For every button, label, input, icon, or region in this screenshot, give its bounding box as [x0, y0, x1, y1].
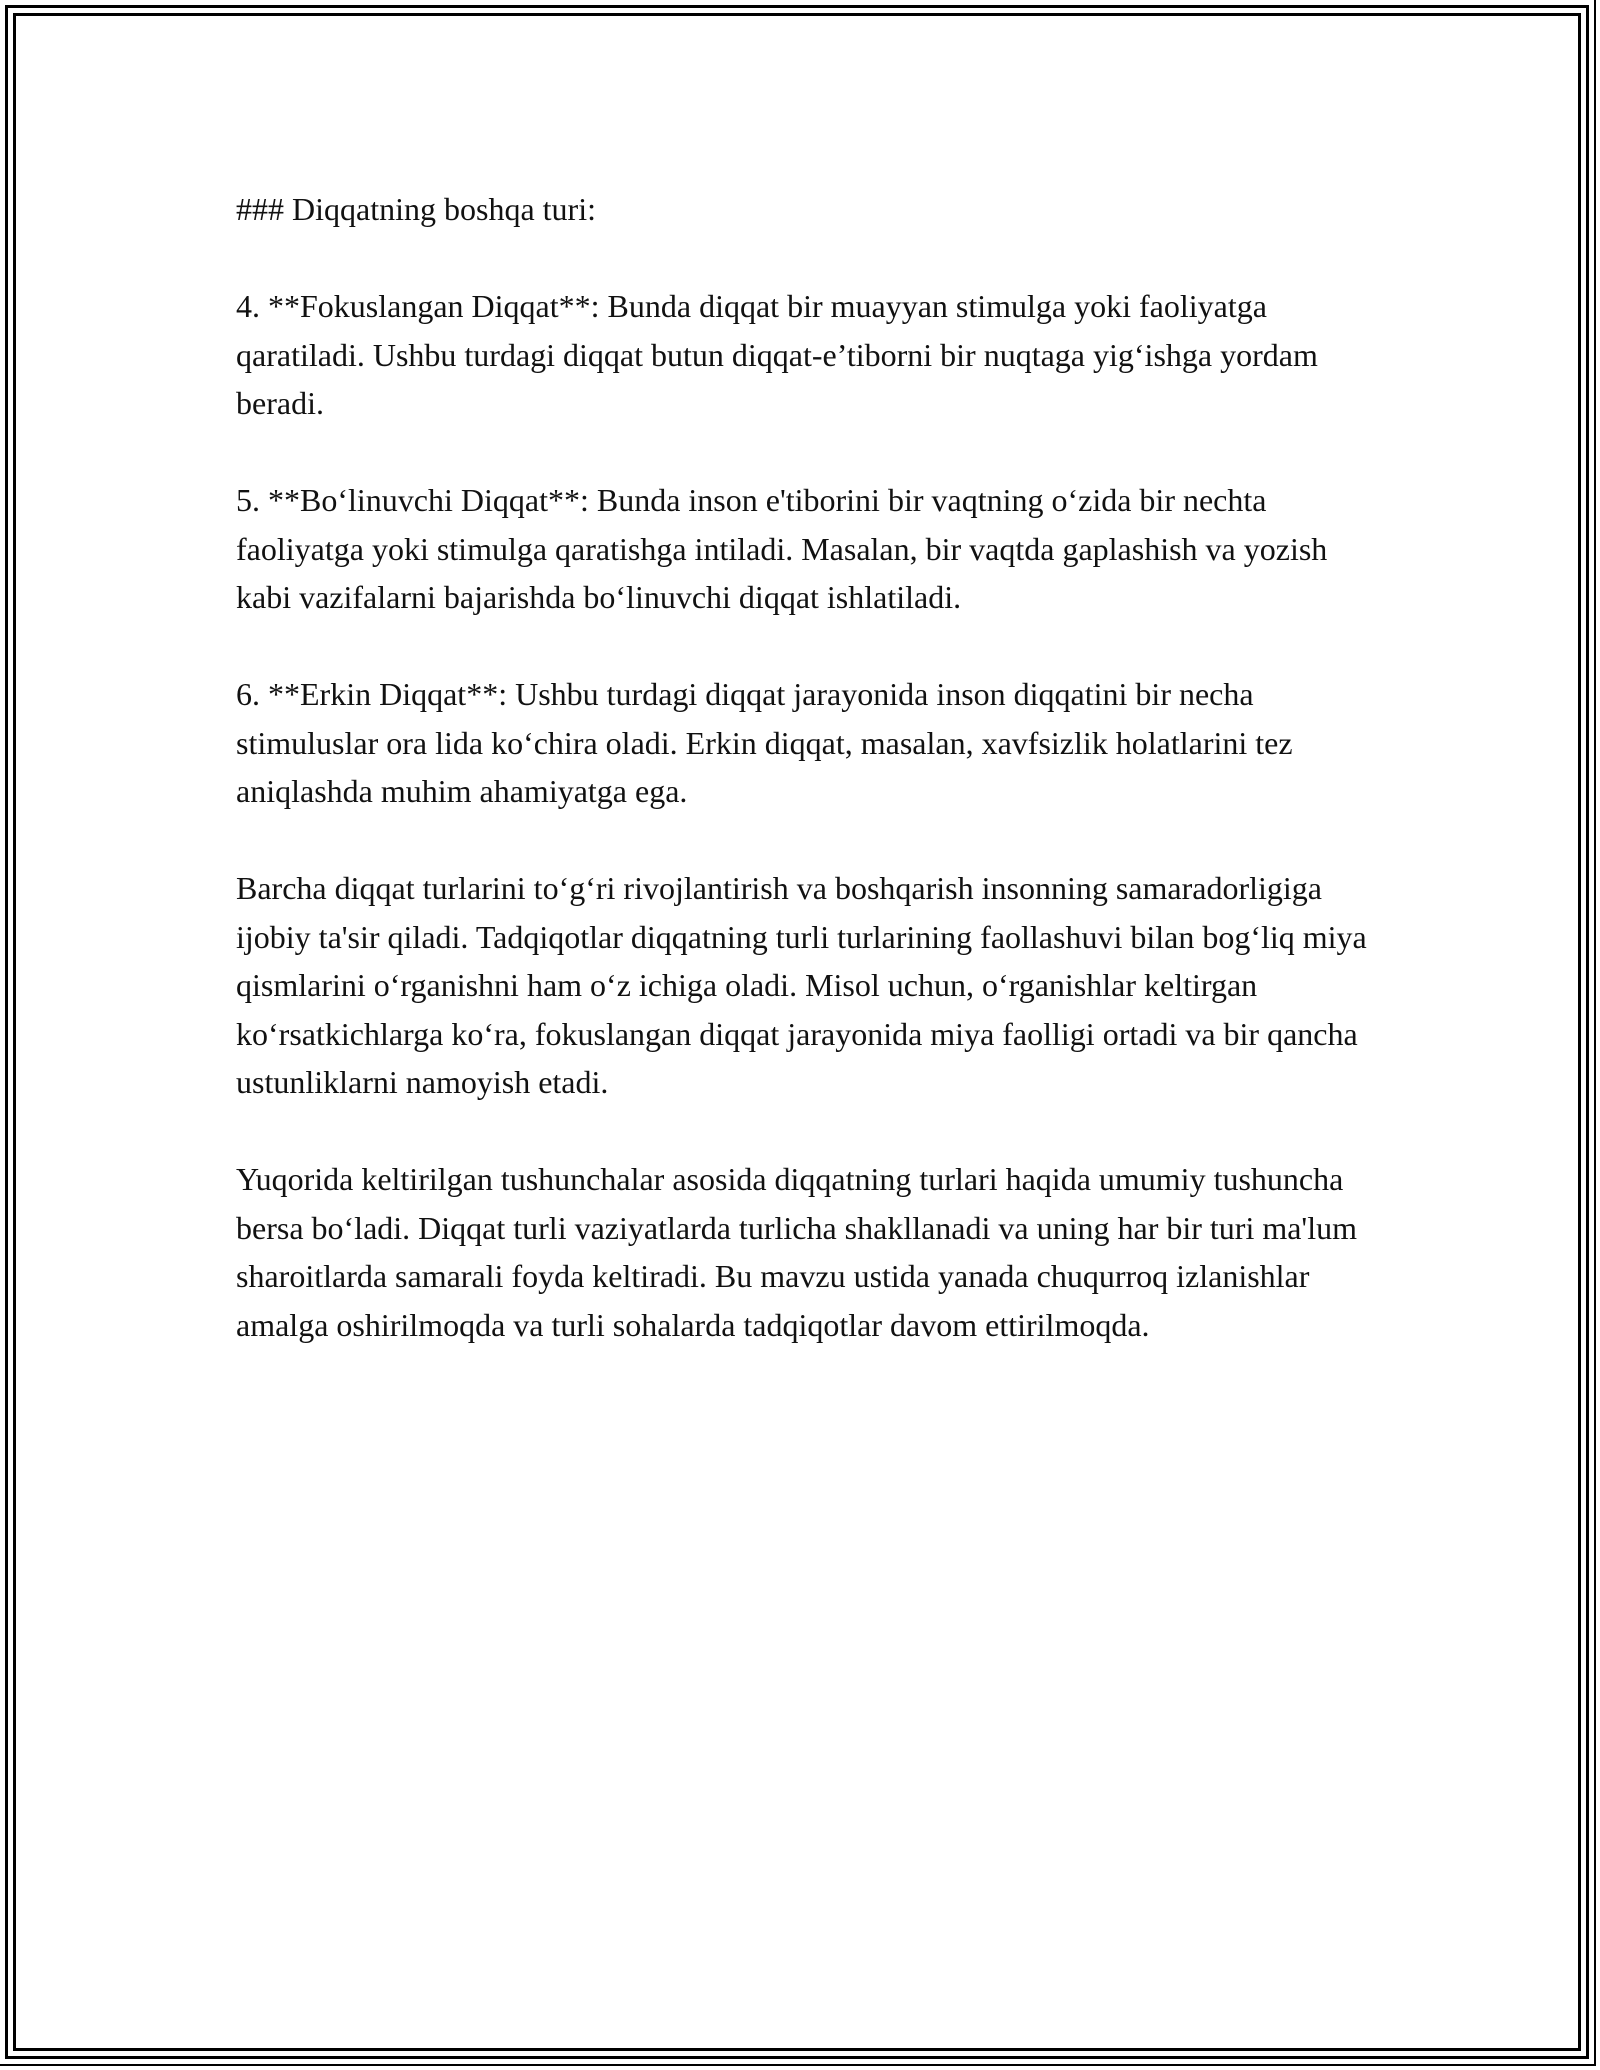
paragraph-divided-attention: 5. **Bo‘linuvchi Diqqat**: Bunda inson e'tiborini bir vaqtning o‘zida bir nechta faoliyatga yoki stimulga qaratishga intiladi. Masalan, bir vaqtda gaplashish va yozish kabi vazifalarni bajarishda bo‘linuvchi diqqat ishlatiladi. [236, 482, 1328, 615]
section-heading: ### Diqqatning boshqa turi: [236, 191, 596, 227]
paragraph-conclusion: Yuqorida keltirilgan tushunchalar asosida diqqatning turlari haqida umumiy tushuncha bersa bo‘ladi. Diqqat turli vaziyatlarda turlicha shakllanadi va uning har bir turi ma'lum sharoitlarda samarali foyda keltiradi. Bu mavzu ustida yanada chuqurroq izlanishlar amalga oshirilmoqda va turli sohalarda tadqiqotlar davom ettirilmoqda. [236, 1161, 1357, 1343]
paragraph-free-attention: 6. **Erkin Diqqat**: Ushbu turdagi diqqat jarayonida inson diqqatini bir necha stimuluslar ora lida ko‘chira oladi. Erkin diqqat, masalan, xavfsizlik holatlarini tez aniqlashda muhim ahamiyatga ega. [236, 676, 1293, 809]
paragraph-focused-attention: 4. **Fokuslangan Diqqat**: Bunda diqqat bir muayyan stimulga yoki faoliyatga qaratiladi. Ushbu turdagi diqqat butun diqqat-e’tiborni bir nuqtaga yig‘ishga yordam beradi. [236, 288, 1318, 421]
document-body [236, 185, 1386, 1398]
paragraph-development: Barcha diqqat turlarini to‘g‘ri rivojlantirish va boshqarish insonning samaradorligiga ijobiy ta'sir qiladi. Tadqiqotlar diqqatning turli turlarining faollashuvi bilan bog‘liq miya qismlarini o‘rganishni ham o‘z ichiga oladi. Misol uchun, o‘rganishlar keltirgan ko‘rsatkichlarga ko‘ra, fokuslangan diqqat jarayonida miya faolligi ortadi va bir qancha ustunliklarni namoyish etadi. [236, 870, 1367, 1100]
